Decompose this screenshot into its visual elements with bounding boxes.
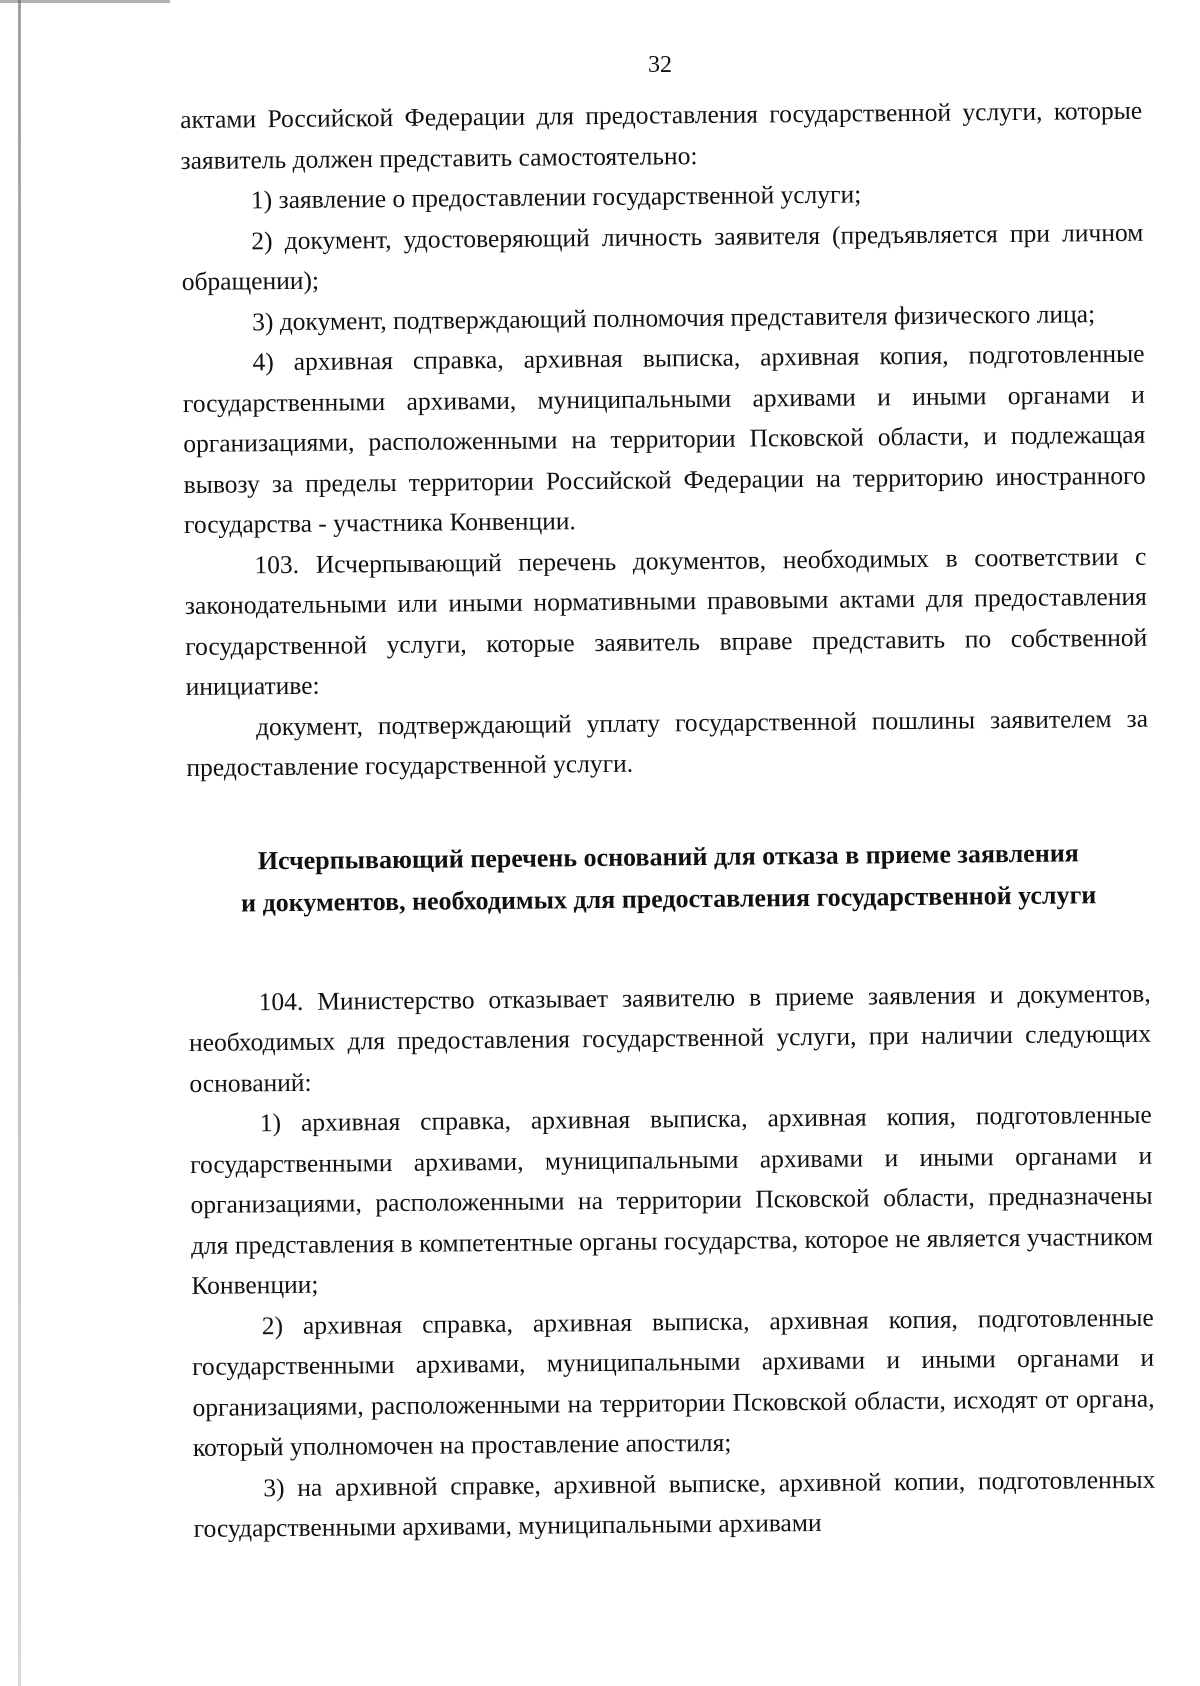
paragraph-103: 103. Исчерпывающий перечень документов, необходимых в соответствии с законодательными или иными нормативными правовыми актами для предоставления государственной услуги, которые заявитель вправе представить по собственной инициативе: — [184, 541, 1148, 701]
list-item-archive-certificate: 4) архивная справка, архивная выписка, архивная копия, подготовленные государственными архивами, муниципальными архивами и иными органами и организациями, расположенными на территории Псковской области, и подлежащая вывозу за пределы территории Российской Федерации на территорию иностранного государства - участника Конвенции. — [182, 338, 1146, 539]
paragraph-104: 104. Министерство отказывает заявителю в приеме заявления и документов, необходимых для предоставления государственной услуги, при наличии следующих оснований: — [188, 978, 1152, 1098]
paragraph-continued: актами Российской Федерации для предоставления государственной услуги, которые заявитель должен представить самостоятельно: — [180, 95, 1143, 175]
section-heading — [187, 831, 1150, 924]
list-item-authority-document: 3) документ, подтверждающий полномочия представителя физического лица; — [251, 298, 1096, 336]
document-body — [180, 91, 1156, 1550]
refusal-reason-3: 3) на архивной справке, архивной выписке, архивной копии, подготовленных государственными архивами, муниципальными архивами — [193, 1464, 1156, 1543]
scan-edge-left — [18, 0, 21, 1686]
refusal-reason-2: 2) архивная справка, архивная выписка, архивная копия, подготовленные государственными архивами, муниципальными архивами и иными органами и организациями, расположенными на территории Псковской области, исходят от органа, который уполномочен на проставление апостиля; — [192, 1302, 1155, 1462]
section-heading-line-1: Исчерпывающий перечень оснований для отказа в приеме заявления — [257, 837, 1079, 875]
refusal-reason-1: 1) архивная справка, архивная выписка, архивная копия, подготовленные государственными архивами, муниципальными архивами и иными органами и организациями, расположенными на территории Псковской области, предназначены для представления в компетентные органы государства, которое не является участником Конвенции; — [190, 1099, 1154, 1300]
list-item-identity-document: 2) документ, удостоверяющий личность заявителя (предъявляется при личном обращении); — [181, 217, 1144, 296]
page-number: 32 — [648, 52, 672, 78]
list-item-application: 1) заявление о предоставлении государственной услуги; — [250, 179, 862, 215]
section-heading-line-2: и документов, необходимых для предоставления государственной услуги — [240, 879, 1097, 917]
paragraph-103-document: документ, подтверждающий уплату государственной пошлины заявителем за предоставление государственной услуги. — [186, 703, 1149, 782]
scan-edge-top — [0, 0, 170, 3]
